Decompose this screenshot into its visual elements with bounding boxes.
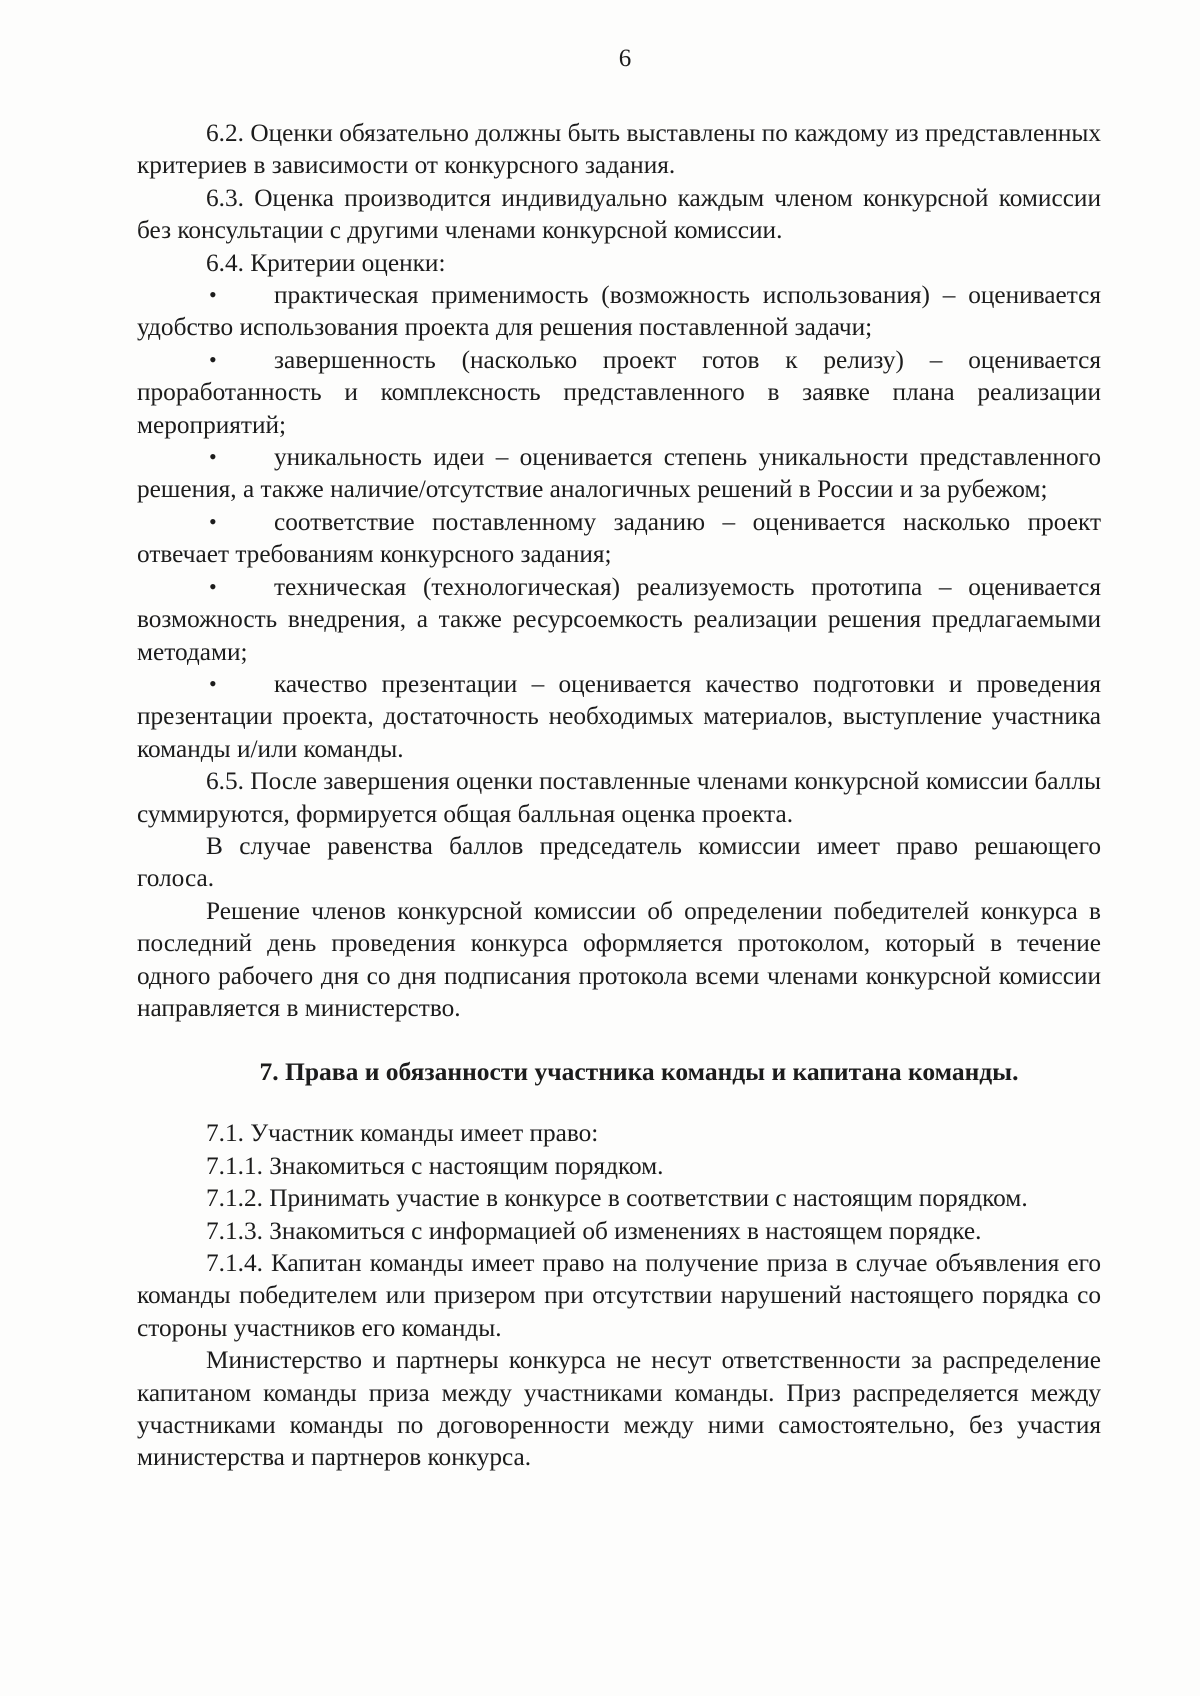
criteria-bullet-text: завершенность (насколько проект готов к релизу) – оценивается проработанность и комплексность представленного в заявке плана реализации мероприятий; xyxy=(137,345,1101,439)
criteria-bullet-text: качество презентации – оценивается качество подготовки и проведения презентации проекта, достаточность необходимых материалов, выступление участника команды и/или команды. xyxy=(137,669,1101,763)
page-number: 6 xyxy=(618,45,632,72)
criteria-bullet-item xyxy=(137,279,1101,344)
criteria-bullet-item xyxy=(137,571,1101,668)
paragraph-6-4: 6.4. Критерии оценки: xyxy=(206,248,446,277)
paragraph-decision-protocol: Решение членов конкурсной комиссии об определении победителей конкурса в последний день проведения конкурса оформляется протоколом, который в течение одного рабочего дня со дня подписания протокола всеми членами конкурсной комиссии направляется в министерство. xyxy=(137,896,1101,1022)
paragraph-7-1-3: 7.1.3. Знакомиться с информацией об изменениях в настоящем порядке. xyxy=(206,1216,982,1245)
criteria-bullet-item xyxy=(137,344,1101,441)
criteria-bullet-text: практическая применимость (возможность использования) – оценивается удобство использования проекта для решения поставленной задачи; xyxy=(137,281,1101,342)
criteria-bullet-item xyxy=(137,441,1101,506)
paragraph-7-1-2: 7.1.2. Принимать участие в конкурсе в соответствии с настоящим порядком. xyxy=(206,1184,1028,1213)
criteria-bullet-text: техническая (технологическая) реализуемость прототипа – оценивается возможность внедрения, а также ресурсоемкость реализации решения предлагаемыми методами; xyxy=(137,572,1101,666)
paragraph-prize-distribution: Министерство и партнеры конкурса не несут ответственности за распределение капитаном команды приза между участниками команды. Приз распределяется между участниками команды по договоренности между ними самостоятельно, без участия министерства и партнеров конкурса. xyxy=(137,1346,1101,1472)
criteria-bullet-item xyxy=(137,506,1101,571)
paragraph-7-1-4: 7.1.4. Капитан команды имеет право на получение приза в случае объявления его команды победителем или призером при отсутствии нарушений настоящего порядка со стороны участников его команды. xyxy=(137,1249,1101,1342)
bullet-icon: • xyxy=(209,670,217,696)
bullet-icon: • xyxy=(209,346,217,372)
criteria-bullet-text: уникальность идеи – оценивается степень уникальности представленного решения, а также наличие/отсутствие аналогичных решений в России и за рубежом; xyxy=(137,443,1101,504)
paragraph-7-1: 7.1. Участник команды имеет право: xyxy=(206,1119,599,1148)
bullet-icon: • xyxy=(209,282,217,308)
paragraph-7-1-1: 7.1.1. Знакомиться с настоящим порядком. xyxy=(206,1151,664,1180)
paragraph-tie-rule: В случае равенства баллов председатель комиссии имеет право решающего голоса. xyxy=(137,831,1101,893)
bullet-icon: • xyxy=(209,444,217,470)
paragraph-6-5: 6.5. После завершения оценки поставленные членами конкурсной комиссии баллы суммируются, формируется общая балльная оценка проекта. xyxy=(137,767,1101,828)
section-heading-7: 7. Права и обязанности участника команды и капитана команды. xyxy=(259,1057,1019,1087)
paragraph-6-2: 6.2. Оценки обязательно должны быть выставлены по каждому из представленных критериев в зависимости от конкурсного задания. xyxy=(137,119,1101,180)
criteria-bullet-item xyxy=(137,668,1101,765)
paragraph-6-3: 6.3. Оценка производится индивидуально каждым членом конкурсной комиссии без консультации с другими членами конкурсной комиссии. xyxy=(137,183,1101,245)
criteria-bullet-text: соответствие поставленному заданию – оценивается насколько проект отвечает требованиям конкурсного задания; xyxy=(137,507,1101,569)
page-content xyxy=(137,117,1101,1474)
bullet-icon: • xyxy=(209,508,217,534)
bullet-icon: • xyxy=(209,573,217,599)
